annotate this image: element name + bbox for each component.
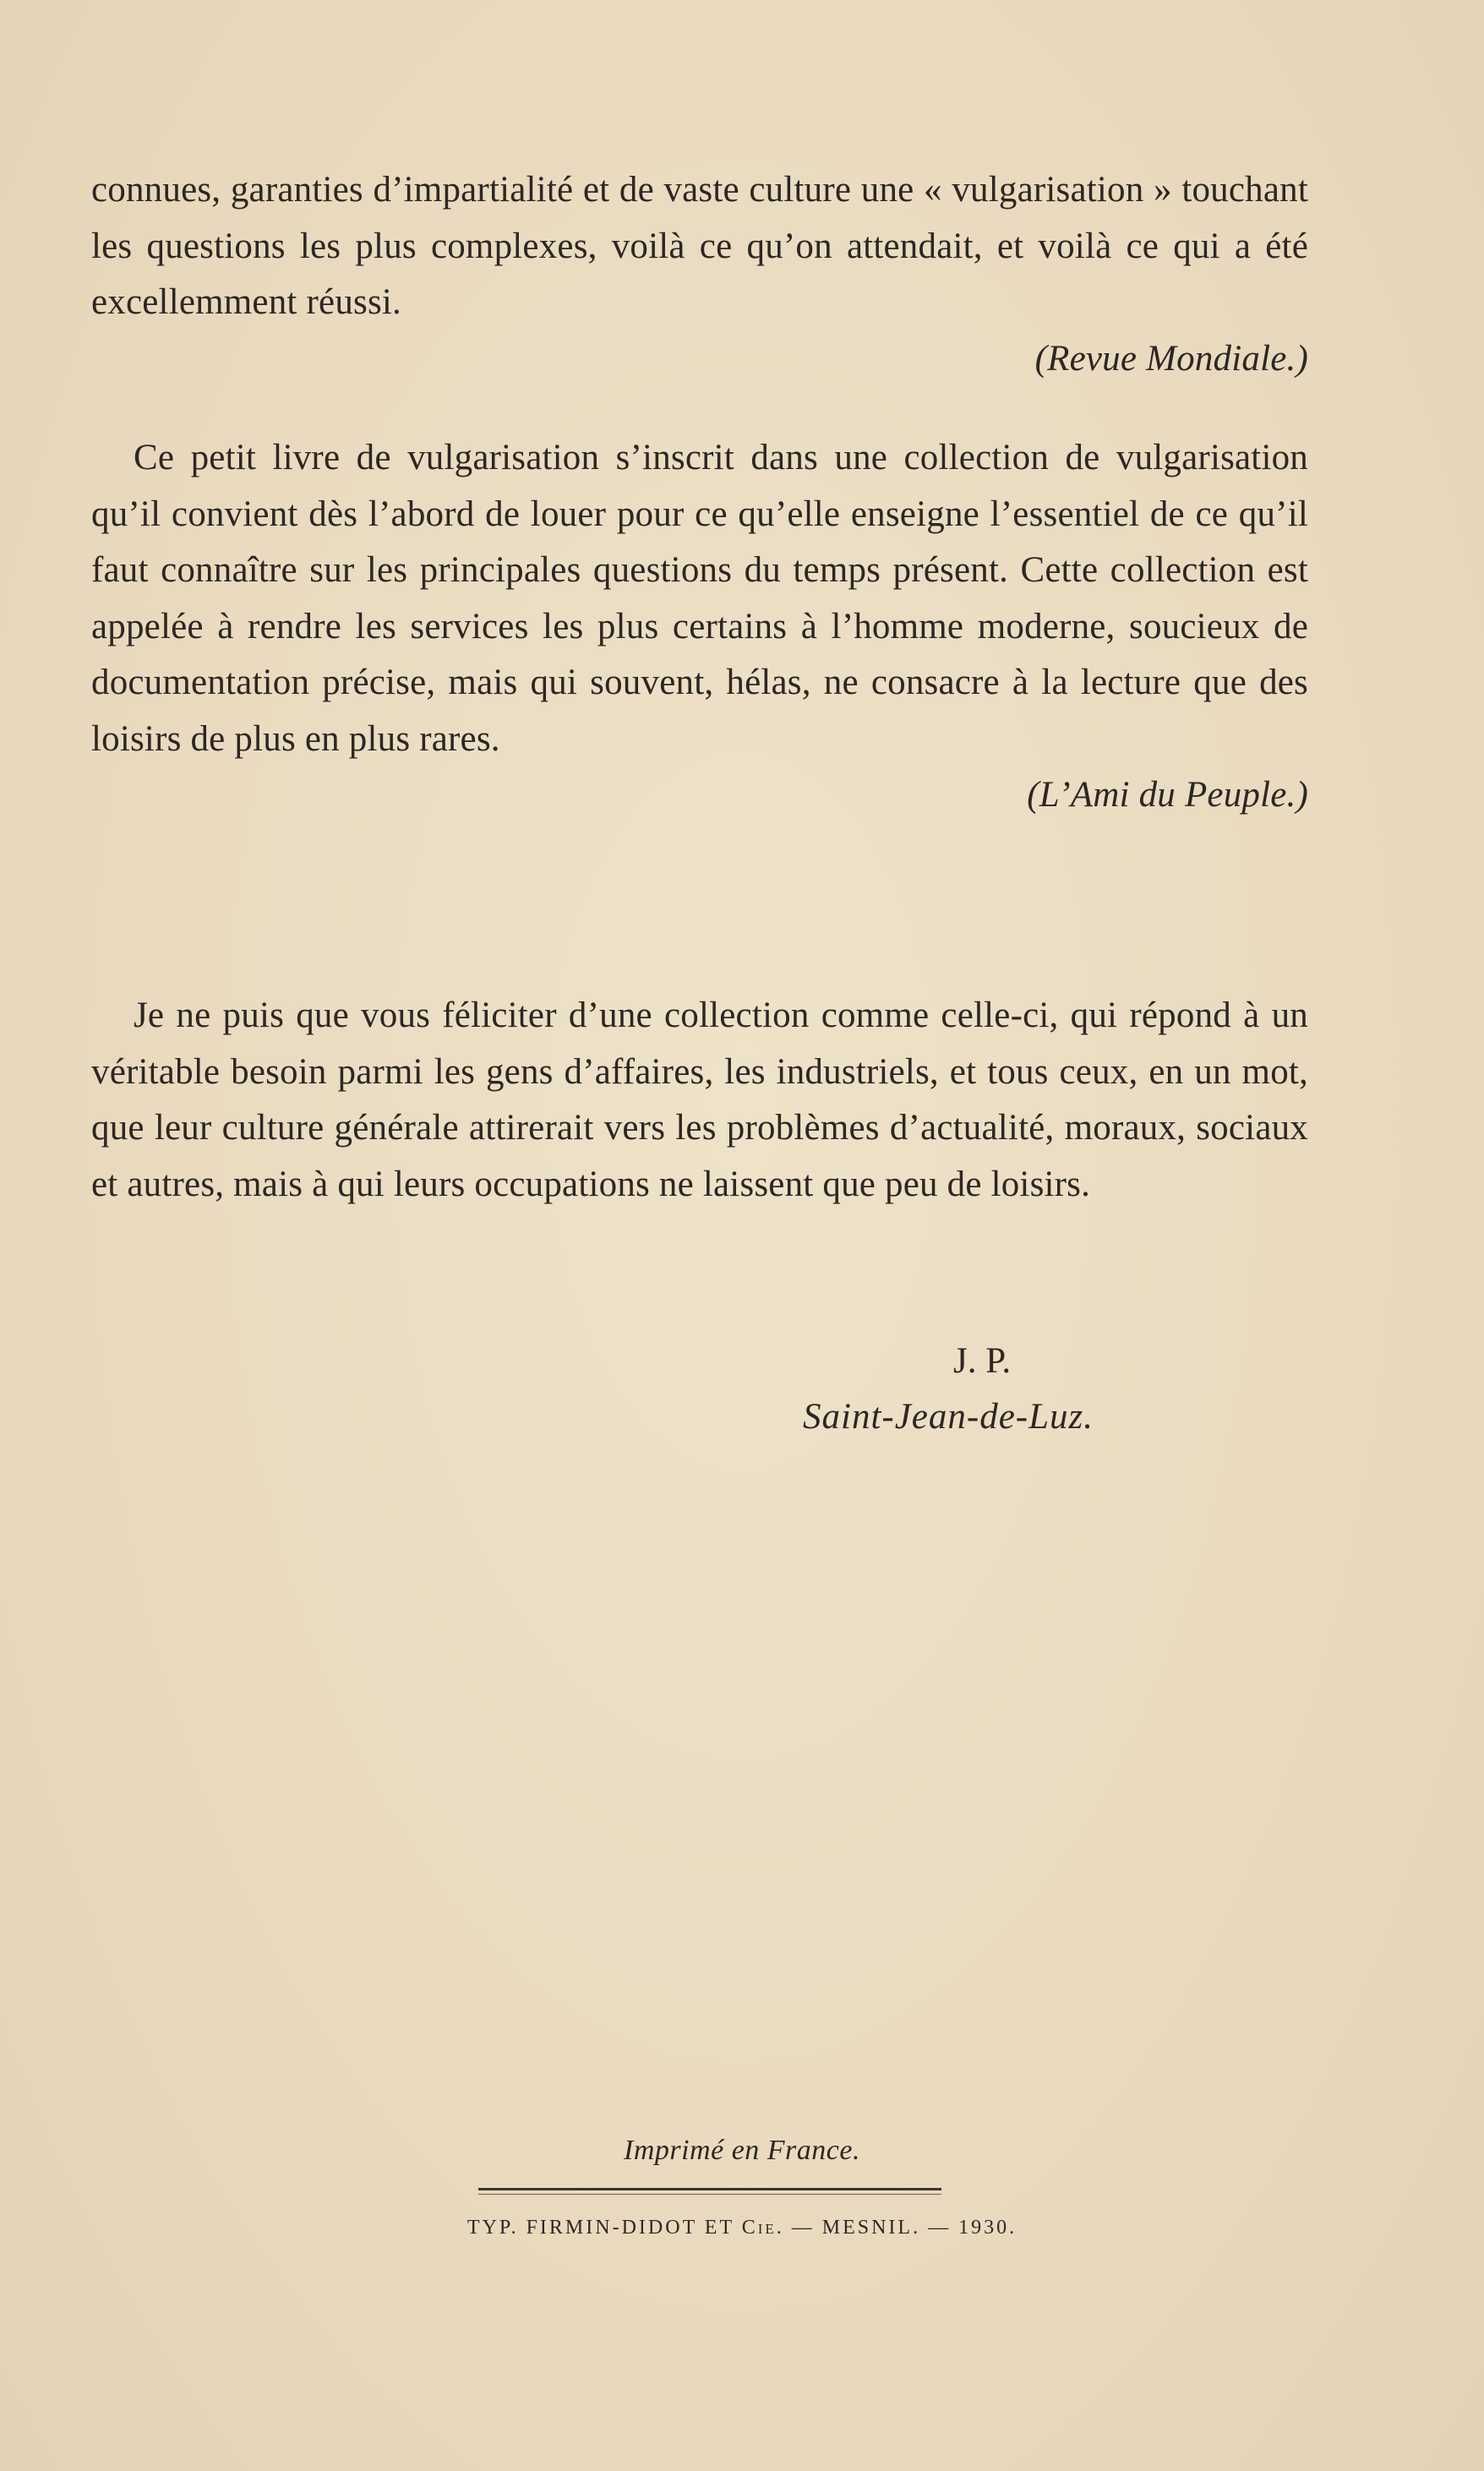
review-excerpt-revue-mondiale [91, 162, 1308, 387]
review-text: Je ne puis que vous féliciter d’une collection comme celle-ci, qui répond à un véritable besoin parmi les gens d’affaires, les industriels, et tous ceux, en un mot, que leur culture générale attirerait vers les problèmes d’actualité, moraux, sociaux et autres, mais à qui leurs occupations ne laissent que peu de loisirs. [91, 995, 1308, 1204]
printer-imprint: TYP. FIRMIN-DIDOT ET Cie. — MESNIL. — 1930. [466, 2217, 1018, 2239]
footer-divider-thin [478, 2194, 941, 2195]
review-excerpt-letter [91, 988, 1308, 1213]
signature-initials: J. P. [953, 1341, 1012, 1381]
review-source: (L’Ami du Peuple.) [1027, 775, 1308, 815]
printed-in-france-note: Imprimé en France. [624, 2135, 860, 2166]
review-excerpt-ami-du-peuple [91, 430, 1308, 824]
review-text: connues, garanties d’impartialité et de vaste culture une « vulgarisation » touchant les questions les plus complexes, voilà ce qu’on attendait, et voilà ce qui a été excellemment réussi. [91, 170, 1308, 322]
review-source: (Revue Mondiale.) [1034, 338, 1308, 379]
review-text: Ce petit livre de vulgarisation s’inscrit dans une collection de vulgarisation qu’il convient dès l’abord de louer pour ce qu’elle enseigne l’essentiel de ce qu’il faut connaître sur les principales questions du temps présent. Cette collection est appelée à rendre les services les plus certains à l’homme moderne, soucieux de documentation précise, mais qui souvent, hélas, ne consacre à la lecture que des loisirs de plus en plus rares. [91, 438, 1308, 759]
signature-place: Saint-Jean-de-Luz. [803, 1397, 1094, 1437]
footer-divider [478, 2188, 941, 2190]
